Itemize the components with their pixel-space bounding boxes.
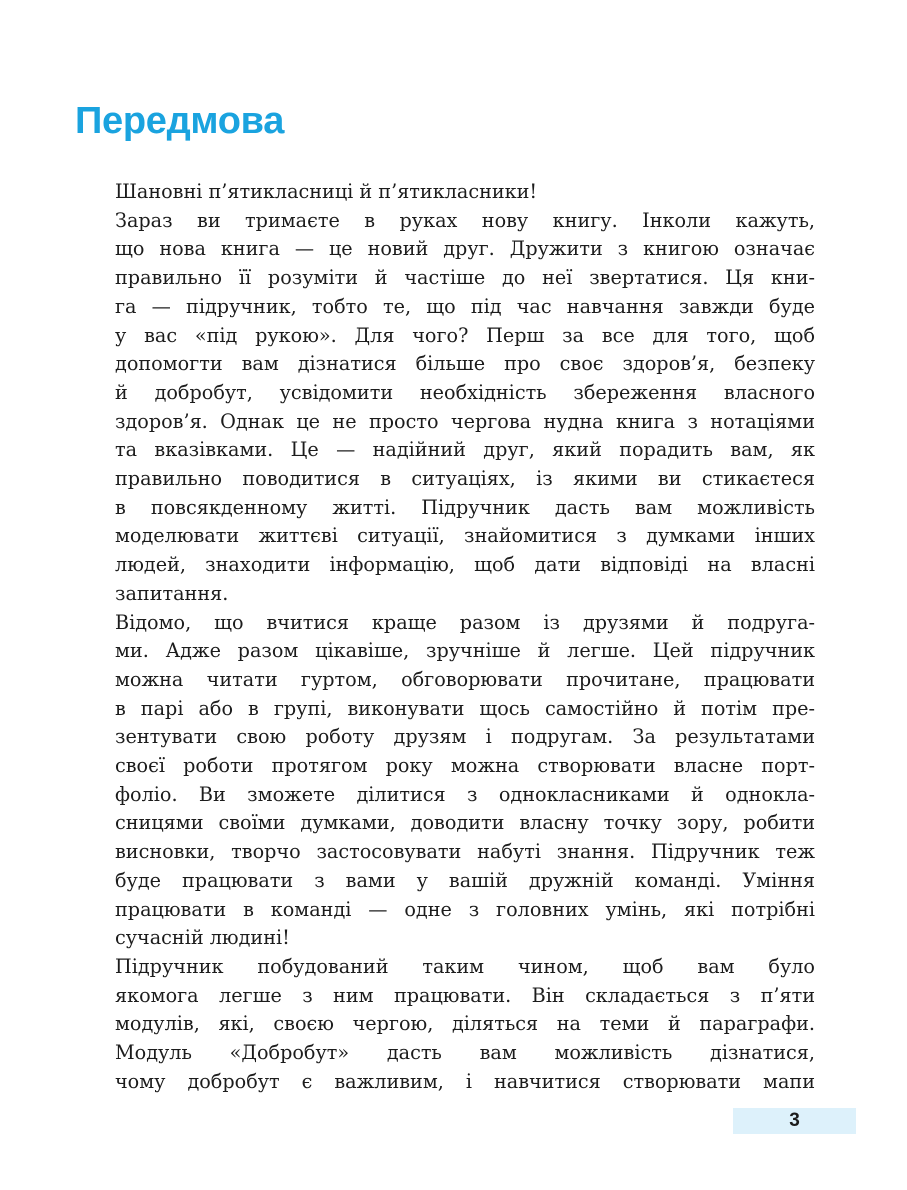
- text-line: сницями своїми думками, доводити власну точку зору, робити: [115, 811, 815, 835]
- text-line: моделювати життєві ситуації, знайомитися з думками інших: [115, 524, 815, 548]
- text-line: Зараз ви тримаєте в руках нову книгу. Інколи кажуть,: [115, 208, 815, 232]
- text-line: можна читати гуртом, обговорювати прочитане, працювати: [115, 667, 815, 691]
- text-line: у вас «під рукою». Для чого? Перш за все для того, щоб: [115, 323, 815, 347]
- page-title: Передмова: [75, 100, 285, 142]
- text-line: буде працювати з вами у вашій дружній команді. Уміння: [115, 868, 815, 892]
- paragraph-greeting: [77, 178, 815, 207]
- text-line: людей, знаходити інформацію, щоб дати відповіді на власні: [115, 553, 815, 577]
- text-line: та вказівками. Це — надійний друг, який порадить вам, як: [115, 438, 815, 462]
- text-line: в повсякденному житті. Підручник дасть вам можливість: [115, 495, 815, 519]
- text-line: Модуль «Добробут» дасть вам можливість дізнатися,: [115, 1041, 815, 1065]
- text-line: здоров’я. Однак це не просто чергова нудна книга з нотаціями: [115, 409, 815, 433]
- text-line: модулів, які, своєю чергою, діляться на теми й параграфи.: [115, 1012, 815, 1036]
- text-line: сучасній людині!: [115, 926, 290, 950]
- text-line: своєї роботи протягом року можна створювати власне порт-: [115, 754, 815, 778]
- text-line: працювати в команді — одне з головних умінь, які потрібні: [115, 897, 815, 921]
- text-line: чому добробут є важливим, і навчитися створювати мапи: [115, 1069, 815, 1093]
- text-line: ми. Адже разом цікавіше, зручніше й легше. Цей підручник: [115, 639, 815, 663]
- text-line: Підручник побудований таким чином, щоб вам було: [115, 954, 815, 978]
- text-line: правильно поводитися в ситуаціях, із якими ви стикаєтеся: [115, 467, 815, 491]
- text-line: й добробут, усвідомити необхідність збереження власного: [115, 380, 815, 404]
- page-number: 3: [789, 1110, 800, 1131]
- text-line: фоліо. Ви зможете ділитися з однокласниками й однокла-: [115, 782, 815, 806]
- paragraph-intro: [77, 207, 815, 609]
- text-line: допомогти вам дізнатися більше про своє здоров’я, безпеку: [115, 352, 815, 376]
- text-line: Відомо, що вчитися краще разом із друзями й подруга-: [115, 610, 815, 634]
- page-number-box: [733, 1108, 856, 1134]
- text-line: зентувати свою роботу друзям і подругам. За результатами: [115, 725, 815, 749]
- text-line: що нова книга — це новий друг. Дружити з книгою означає: [115, 237, 815, 261]
- paragraph-structure: [77, 953, 815, 1039]
- text-line: в парі або в групі, виконувати щось самостійно й потім пре-: [115, 696, 815, 720]
- paragraph-module-wellbeing: [77, 1039, 815, 1096]
- paragraph-teamwork: [77, 609, 815, 953]
- text-line: якомога легше з ним працювати. Він складається з п’яти: [115, 983, 815, 1007]
- text-line: правильно її розуміти й частіше до неї звертатися. Ця кни-: [115, 266, 815, 290]
- body-text: [77, 178, 815, 1097]
- text-line: висновки, творчо застосовувати набуті знання. Підручник теж: [115, 840, 815, 864]
- text-line: Шановні п’ятикласниці й п’ятикласники!: [115, 180, 538, 203]
- text-line: запитання.: [115, 581, 229, 605]
- text-line: га — підручник, тобто те, що під час навчання завжди буде: [115, 294, 815, 318]
